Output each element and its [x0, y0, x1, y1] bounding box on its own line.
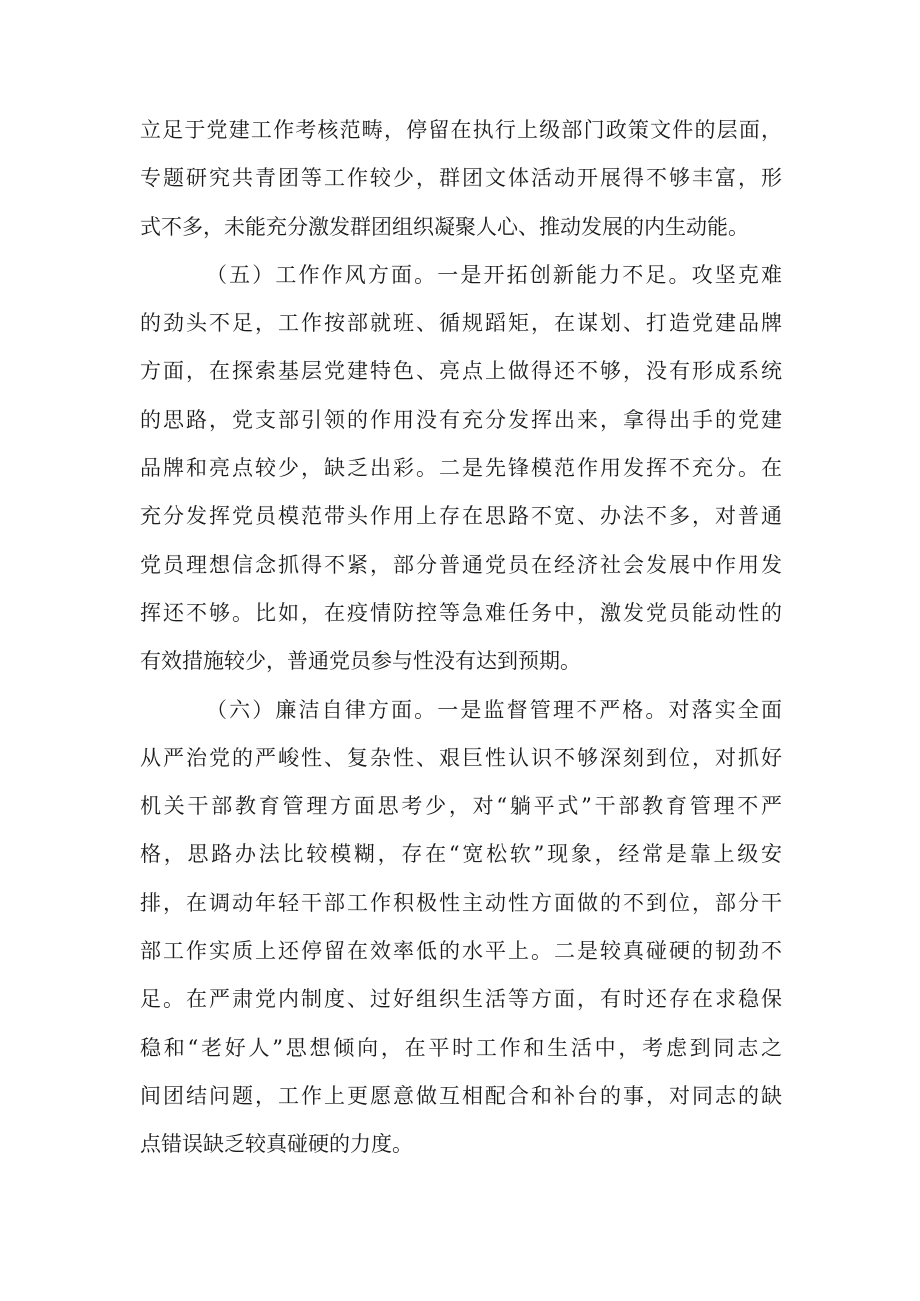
- section-heading-line: （五）工作作风方面。一是开拓创新能力不足。攻坚克难: [206, 262, 782, 287]
- text-line: 部工作实质上还停留在效率低的水平上。二是较真碰硬的韧劲不: [140, 939, 782, 964]
- text-line: 的思路，党支部引领的作用没有充分发挥出来，拿得出手的党建: [140, 407, 782, 432]
- body-text: [140, 106, 782, 1169]
- text-line: 排，在调动年轻干部工作积极性主动性方面做的不到位，部分干: [140, 890, 782, 915]
- text-line: 稳和“老好人”思想倾向，在平时工作和生活中，考虑到同志之: [140, 1035, 782, 1060]
- text-line: 格，思路办法比较模糊，存在“宽松软”现象，经常是靠上级安: [140, 842, 782, 867]
- text-line: 立足于党建工作考核范畴，停留在执行上级部门政策文件的层面，: [140, 118, 782, 142]
- text-line: 间团结问题，工作上更愿意做互相配合和补台的事，对同志的缺: [140, 1083, 782, 1108]
- text-line: 的劲头不足，工作按部就班、循规蹈矩，在谋划、打造党建品牌: [140, 311, 782, 336]
- text-line: 挥还不够。比如，在疫情防控等急难任务中，激发党员能动性的: [140, 600, 782, 625]
- text-line: 专题研究共青团等工作较少，群团文体活动开展得不够丰富，形: [140, 166, 782, 191]
- text-line: 点错误缺乏较真碰硬的力度。: [140, 1132, 413, 1157]
- text-line: 充分发挥党员模范带头作用上存在思路不宽、办法不多，对普通: [140, 504, 782, 529]
- text-line: 品牌和亮点较少，缺乏出彩。二是先锋模范作用发挥不充分。在: [140, 456, 782, 481]
- section-heading-line: （六）廉洁自律方面。一是监督管理不严格。对落实全面: [206, 697, 782, 722]
- text-line: 方面，在探索基层党建特色、亮点上做得还不够，没有形成系统: [140, 359, 782, 384]
- text-line: 有效措施较少，普通党员参与性没有达到预期。: [140, 649, 581, 674]
- text-line: 从严治党的严峻性、复杂性、艰巨性认识不够深刻到位，对抓好: [140, 745, 782, 770]
- text-line: 足。在严肃党内制度、过好组织生活等方面，有时还存在求稳保: [140, 987, 782, 1012]
- text-line: 机关干部教育管理方面思考少，对“躺平式”干部教育管理不严: [140, 794, 782, 819]
- text-line: 式不多，未能充分激发群团组织凝聚人心、推动发展的内生动能。: [140, 214, 749, 239]
- text-line: 党员理想信念抓得不紧，部分普通党员在经济社会发展中作用发: [140, 552, 782, 577]
